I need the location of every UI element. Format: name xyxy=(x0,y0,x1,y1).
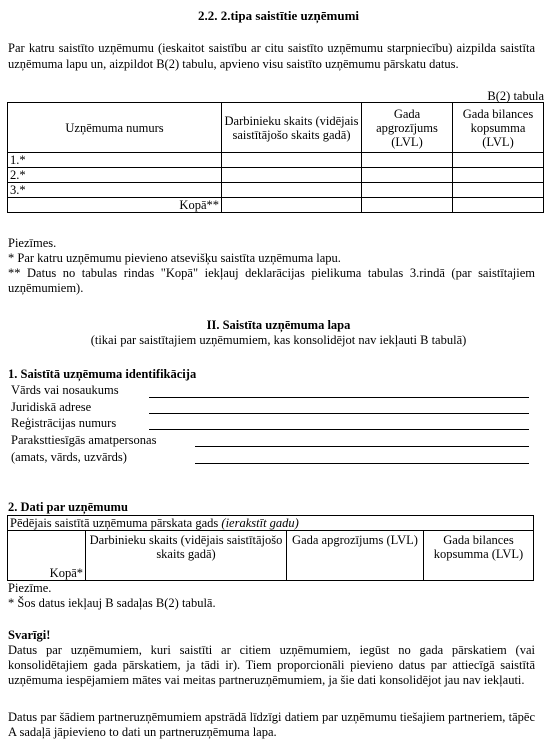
employees-column[interactable]: Darbinieku skaits (vidējais saistītājošo skaits gadā) xyxy=(86,531,287,581)
intro-paragraph: Par katru saistīto uzņēmumu (ieskaitot saistību ar citu saistīto uzņēmumu starpniecību) aizpilda saistīta uzņēmuma lapu un, aizpildot B(2) tabulu, apvieno visu saistīto uzņēmumu pārskatu datus. xyxy=(8,41,535,71)
period-row[interactable] xyxy=(8,516,534,531)
field-name-label: Vārds vai nosaukums xyxy=(11,383,119,397)
total-row xyxy=(8,198,544,213)
employees-total-cell[interactable] xyxy=(222,198,362,213)
part2-subtitle: (tikai par saistītajiem uzņēmumiem, kas konsolidējot nav iekļauti B tabulā) xyxy=(90,333,467,347)
signatory-hint: (amats, vārds, uzvārds) xyxy=(11,450,127,464)
balance-total-cell[interactable] xyxy=(453,198,544,213)
period-hint: (ierakstīt gadu) xyxy=(221,516,299,530)
balance-cell[interactable] xyxy=(453,168,544,183)
ident-heading: 1. Saistītā uzņēmuma identifikācija xyxy=(8,367,197,381)
table-caption: B(2) tabula xyxy=(487,89,544,103)
total-label: Kopā** xyxy=(8,198,222,213)
signatory-label: Paraksttiesīgās amatpersonas xyxy=(11,433,157,447)
header-employees: Darbinieku skaits (vidējais saistītājošo skaits gadā) xyxy=(222,103,362,153)
employees-cell[interactable] xyxy=(222,183,362,198)
field-address-line[interactable] xyxy=(149,413,529,414)
header-company-number: Uzņēmuma numurs xyxy=(8,103,222,153)
field-regnum-label: Reģistrācijas numurs xyxy=(11,416,117,430)
section-title: 2.2. 2.tipa saistītie uzņēmumi xyxy=(197,8,360,23)
important-paragraph-1: Datus par uzņēmumiem, kuri saistīti ar citiem uzņēmumiem, iegūst no gada pārskatiem (vai konsolidētajiem gada pārskatiem, ja tādi ir). Tiem proporcionāli pievieno datus par attiecīgā saistītā uzņēmuma iespējamiem mātes vai meitas partneruzņēmumiem, ja šie dati konsolidējot jau nav iekļauti. xyxy=(8,643,535,687)
turnover-cell[interactable] xyxy=(362,168,453,183)
header-turnover: Gada apgrozījums (LVL) xyxy=(362,103,453,153)
balance-cell[interactable] xyxy=(453,183,544,198)
balance-column[interactable]: Gada bilances kopsumma (LVL) xyxy=(424,531,534,581)
company-data-table xyxy=(7,515,534,581)
signatory-line-1[interactable] xyxy=(195,446,529,447)
turnover-cell[interactable] xyxy=(362,153,453,168)
row-number: 3.* xyxy=(8,183,222,198)
employees-cell[interactable] xyxy=(222,153,362,168)
turnover-cell[interactable] xyxy=(362,183,453,198)
header-balance: Gada bilances kopsumma (LVL) xyxy=(453,103,544,153)
turnover-column[interactable]: Gada apgrozījums (LVL) xyxy=(287,531,424,581)
balance-cell[interactable] xyxy=(453,153,544,168)
part2-title: II. Saistīta uzņēmuma lapa xyxy=(206,318,351,332)
signatory-line-2[interactable] xyxy=(195,463,529,464)
important-heading: Svarīgi! xyxy=(8,628,51,642)
turnover-total-cell[interactable] xyxy=(362,198,453,213)
data-note: * Šos datus iekļauj B sadaļas B(2) tabulā. xyxy=(8,596,216,610)
note-2: ** Datus no tabulas rindas "Kopā" iekļauj deklarācijas pielikuma tabulas 3.rindā (par saistītajiem uzņēmumiem). xyxy=(8,266,535,295)
field-name-line[interactable] xyxy=(149,397,529,398)
data-heading: 2. Dati par uzņēmumu xyxy=(8,500,128,514)
notes-block xyxy=(8,236,535,296)
b2-table xyxy=(7,102,544,213)
row-number: 1.* xyxy=(8,153,222,168)
important-paragraph-2: Datus par šādiem partneruzņēmumiem apstrādā līdzīgi datiem par uzņēmumu tiešajiem partneriem, tāpēc A sadaļā jāpievieno to dati un partneruzņēmuma lapa. xyxy=(8,710,535,739)
row-number: 2.* xyxy=(8,168,222,183)
notes-heading: Piezīmes. xyxy=(8,236,57,250)
field-address-label: Juridiskā adrese xyxy=(11,400,92,414)
table-row xyxy=(8,168,544,183)
total-label: Kopā* xyxy=(8,531,86,581)
note-1: * Par katru uzņēmumu pievieno atsevišķu saistīta uzņēmuma lapu. xyxy=(8,251,341,265)
table-row xyxy=(8,183,544,198)
field-regnum-line[interactable] xyxy=(149,429,529,430)
table-row xyxy=(8,153,544,168)
data-note-heading: Piezīme. xyxy=(8,581,52,595)
period-label: Pēdējais saistītā uzņēmuma pārskata gads xyxy=(10,516,219,530)
employees-cell[interactable] xyxy=(222,168,362,183)
data-notes xyxy=(8,581,535,611)
